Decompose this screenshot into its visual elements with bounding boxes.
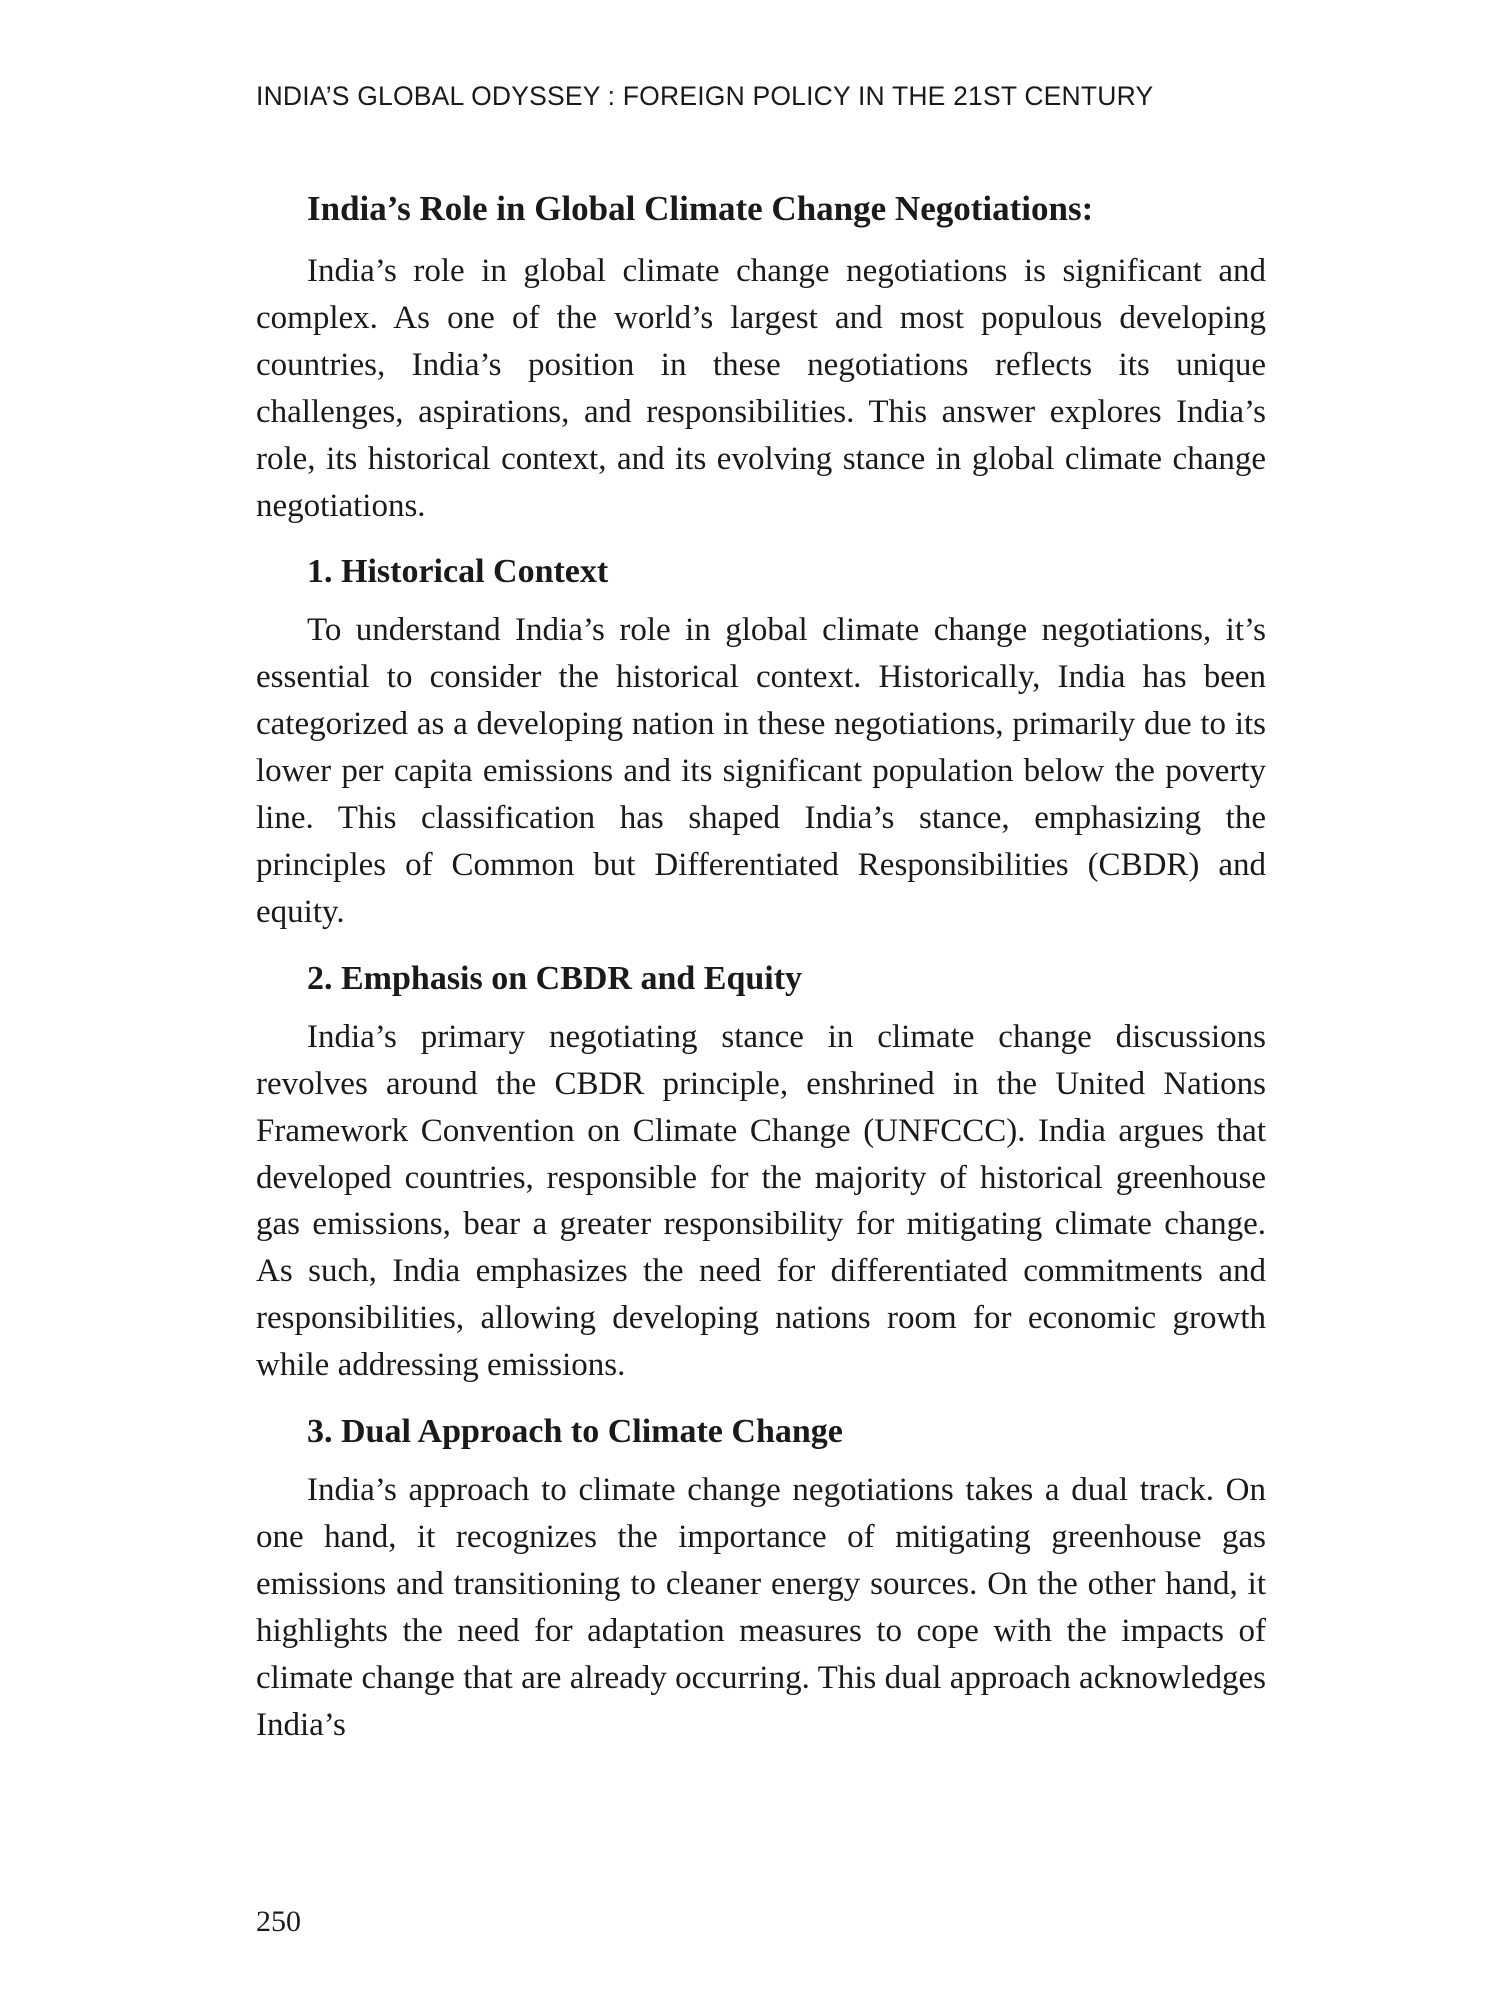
paragraph-cbdr-equity: India’s primary negotiating stance in climate change discussions revolves around the CBDR principle, enshrined in the United Nations Framework Convention on Climate Change (UNFCCC). India argues that developed countries, responsible for the majority of historical greenhouse gas emissions, bear a greater responsibility for mitigating climate change. As such, India emphasizes the need for differentiated commitments and responsibilities, allowing developing nations room for economic growth while addressing emissions. xyxy=(256,1018,1266,1384)
page-number: 250 xyxy=(256,1905,301,1938)
section-title: India’s Role in Global Climate Change Negotiations: xyxy=(307,189,1094,228)
intro-paragraph: India’s role in global climate change negotiations is significant and complex. As one of the world’s largest and most populous developing countries, India’s position in these negotiations reflects its unique challenges, aspirations, and responsibilities. This answer explores India’s role, its historical context, and its evolving stance in global climate change negotiations. xyxy=(256,253,1266,524)
subsection-heading-dual-approach: 3. Dual Approach to Climate Change xyxy=(307,1413,843,1451)
running-header: INDIA’S GLOBAL ODYSSEY : FOREIGN POLICY IN THE 21ST CENTURY xyxy=(256,81,1154,111)
subsection-heading-historical-context: 1. Historical Context xyxy=(307,553,609,591)
paragraph-historical-context: To understand India’s role in global climate change negotiations, it’s essential to consider the historical context. Historically, India has been categorized as a developing nation in these negotiations, primarily due to its lower per capita emissions and its significant population below the poverty line. This classification has shaped India’s stance, emphasizing the principles of Common but Differentiated Responsibilities (CBDR) and equity. xyxy=(256,612,1266,930)
subsection-heading-cbdr-equity: 2. Emphasis on CBDR and Equity xyxy=(307,959,803,997)
paragraph-dual-approach: India’s approach to climate change negotiations takes a dual track. On one hand, it recognizes the importance of mitigating greenhouse gas emissions and transitioning to cleaner energy sources. On the other hand, it highlights the need for adaptation measures to cope with the impacts of climate change that are already occurring. This dual approach acknowledges India’s xyxy=(256,1472,1266,1743)
page-content xyxy=(256,186,1266,1748)
